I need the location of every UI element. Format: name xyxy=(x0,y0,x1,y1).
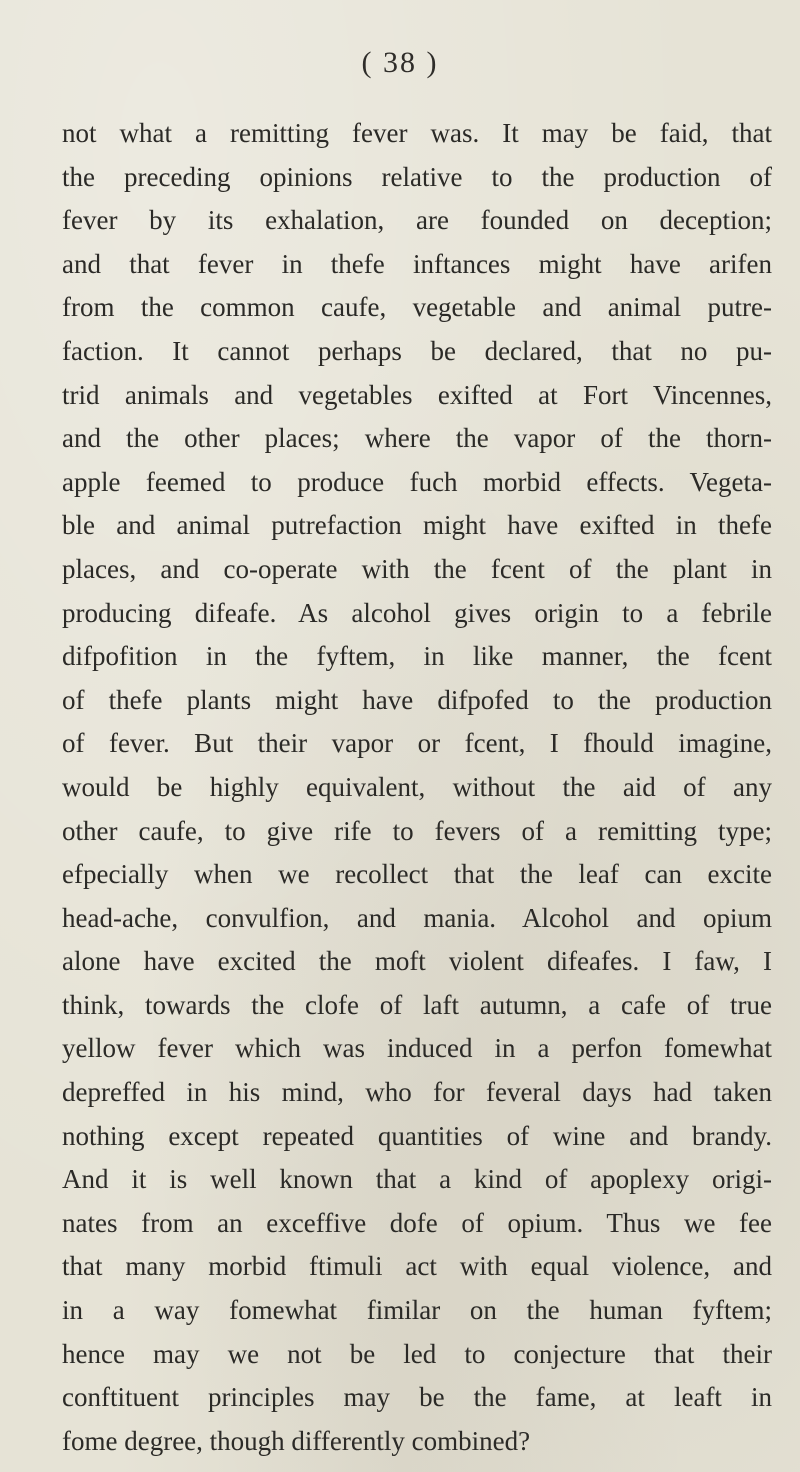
text-line: hence may we not be led to conjecture that their xyxy=(62,1338,772,1369)
text-line: places, and co-operate with the fcent of the plant in xyxy=(62,553,772,584)
text-line: nates from an exceffive dofe of opium. Thus we fee xyxy=(62,1207,772,1238)
text-line: not what a remitting fever was. It may be faid, that xyxy=(62,118,772,148)
text-line: head-ache, convulfion, and mania. Alcohol and opium xyxy=(62,902,772,933)
text-line: and that fever in thefe inftances might have arifen xyxy=(62,248,772,279)
text-line: that many morbid ftimuli act with equal violence, and xyxy=(62,1251,772,1282)
text-line-last: fome degree, though differently combined? xyxy=(62,1425,531,1456)
text-line: other caufe, to give rife to fevers of a remitting type; xyxy=(62,815,772,846)
text-line: depreffed in his mind, who for feveral days had taken xyxy=(62,1077,772,1108)
text-line: in a way fomewhat fimilar on the human fyftem; xyxy=(62,1295,772,1326)
text-line: faction. It cannot perhaps be declared, that no pu- xyxy=(62,335,772,366)
text-line: efpecially when we recollect that the leaf can excite xyxy=(62,859,772,890)
text-line: And it is well known that a kind of apoplexy origi- xyxy=(62,1164,772,1195)
text-line: think, towards the clofe of laft autumn, a cafe of true xyxy=(62,989,772,1020)
text-line: and the other places; where the vapor of the thorn- xyxy=(62,423,772,454)
text-line: of thefe plants might have difpofed to the production xyxy=(62,684,772,715)
body-text xyxy=(62,112,772,1463)
text-line: trid animals and vegetables exifted at Fort Vincennes, xyxy=(62,379,772,410)
text-line: nothing except repeated quantities of wine and brandy. xyxy=(62,1120,772,1151)
text-line: apple feemed to produce fuch morbid effects. Vegeta- xyxy=(62,466,772,497)
text-line: would be highly equivalent, without the aid of any xyxy=(62,771,772,802)
page-number: ( 38 ) xyxy=(361,46,439,79)
text-line: producing difeafe. As alcohol gives origin to a febrile xyxy=(62,597,772,628)
text-line: yellow fever which was induced in a perfon fomewhat xyxy=(62,1033,772,1064)
text-line: fever by its exhalation, are founded on deception; xyxy=(62,205,772,236)
text-line: ble and animal putrefaction might have exifted in thefe xyxy=(62,510,772,541)
text-line: the preceding opinions relative to the production of xyxy=(62,161,772,192)
text-line: from the common caufe, vegetable and animal putre- xyxy=(62,292,772,323)
text-line: of fever. But their vapor or fcent, I fhould imagine, xyxy=(62,728,772,759)
text-line: alone have excited the moft violent difeafes. I faw, I xyxy=(62,946,772,977)
text-line: difpofition in the fyftem, in like manner, the fcent xyxy=(62,641,772,672)
text-line: conftituent principles may be the fame, at leaft in xyxy=(62,1382,772,1413)
